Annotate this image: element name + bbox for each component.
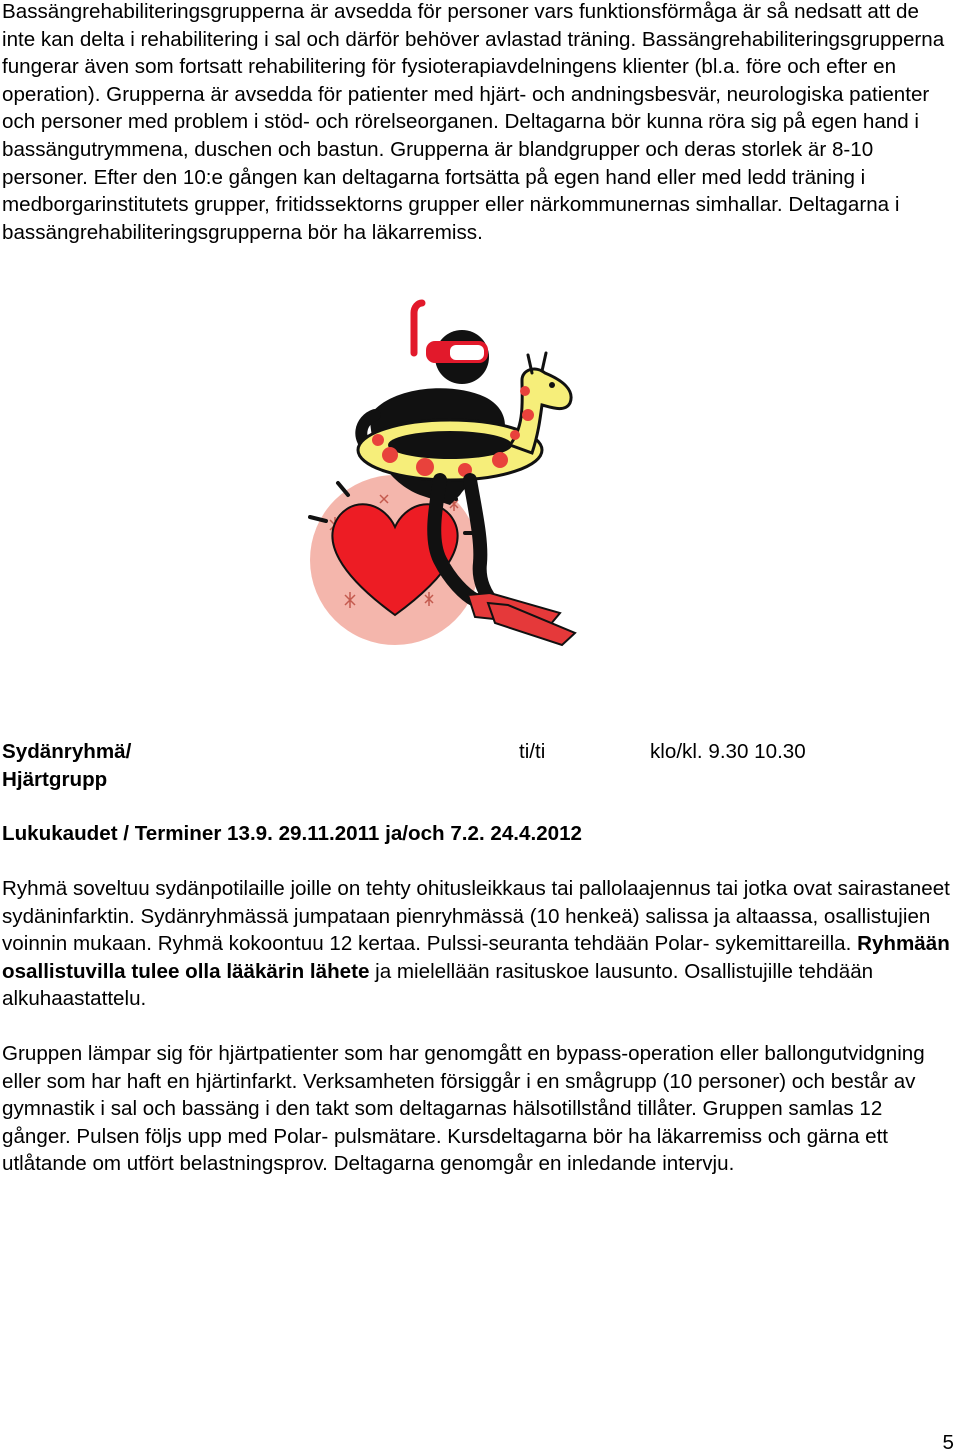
group-title xyxy=(2,738,222,793)
swedish-description: Gruppen lämpar sig för hjärtpatienter som har genomgått en bypass-operation eller ballongutvidgning eller som har haft en hjärtinfarkt. Verksamheten försiggår i en smågrupp (10 personer) och består av gymnastik i sal och bassäng i den takt som deltagarnas hälsotillstånd tillåter. Gruppen samlas 12 gånger. Pulsen följs upp med Polar- pulsmätare. Kursdeltagarna bör ha läkarremiss och gärna ett utlåtande om utfört belastningsprov. Deltagarna genomgår en inledande intervju. xyxy=(2,1042,925,1176)
page-number: 5 xyxy=(942,1431,954,1454)
group-time: klo/kl. 9.30 10.30 xyxy=(650,740,806,763)
group-title-line2: Hjärtgrupp xyxy=(2,767,108,791)
group-terms: Lukukaudet / Terminer 13.9. 29.11.2011 ja/och 7.2. 24.4.2012 xyxy=(2,822,583,845)
mask-glass xyxy=(450,345,484,360)
giraffe-float-head xyxy=(510,369,571,453)
snorkel-swimmer-with-giraffe-float-and-heart-icon xyxy=(300,295,590,700)
snorkel-tube xyxy=(414,303,422,353)
intro-paragraph: Bassängrehabiliteringsgrupperna är avsedda för personer vars funktionsförmåga är så nedsatt att de inte kan delta i rehabilitering i sal och därför behöver avlastad träning. Bassängrehabiliteringsgrupperna fungerar även som fortsatt rehabilitering för fysioterapiavdelningens klienter (bl.a. före och efter en operation). Grupperna är avsedda för patienter med hjärt- och andningsbesvär, neurologiska patienter och personer med problem i stöd- och rörelseorganen. Deltagarna bör kunna röra sig på egen hand i bassängutrymmena, duschen och bastun. Grupperna är blandgrupper och deras storlek är 8-10 personer. Efter den 10:e gången kan deltagarna fortsätta på egen hand eller med ledd träning i medborgarinstitutets grupper, fritidssektorns grupper eller närkommunernas simhallar. Deltagarna i bassängrehabiliteringsgrupperna bör ha läkarremiss. xyxy=(2,0,945,244)
giraffe-eye xyxy=(549,382,555,388)
finnish-text-bold: Ryhmään osallistuvilla tulee olla lääkärin lähete xyxy=(2,932,950,983)
finnish-text-part1: Ryhmä soveltuu sydänpotilaille joille on tehty ohitusleikkaus tai pallolaajennus tai jotka ovat sairastaneet sydäninfarktin. Sydänryhmässä jumpataan pienryhmässä (10 henkeä) salissa ja altaassa, osallistujien voinnin mukaan. Ryhmä kokoontuu 12 kertaa. Pulssi-seuranta tehdään Polar- sykemittareilla. xyxy=(2,877,950,956)
group-day: ti/ti xyxy=(519,740,546,763)
finnish-description xyxy=(2,875,952,1013)
finnish-text-part2: ja mielellään rasituskoe lausunto. Osallistujille tehdään alkuhaastattelu. xyxy=(2,959,874,1011)
float-ring-hole xyxy=(388,431,512,459)
group-title-line1: Sydänryhmä/ xyxy=(2,740,132,763)
